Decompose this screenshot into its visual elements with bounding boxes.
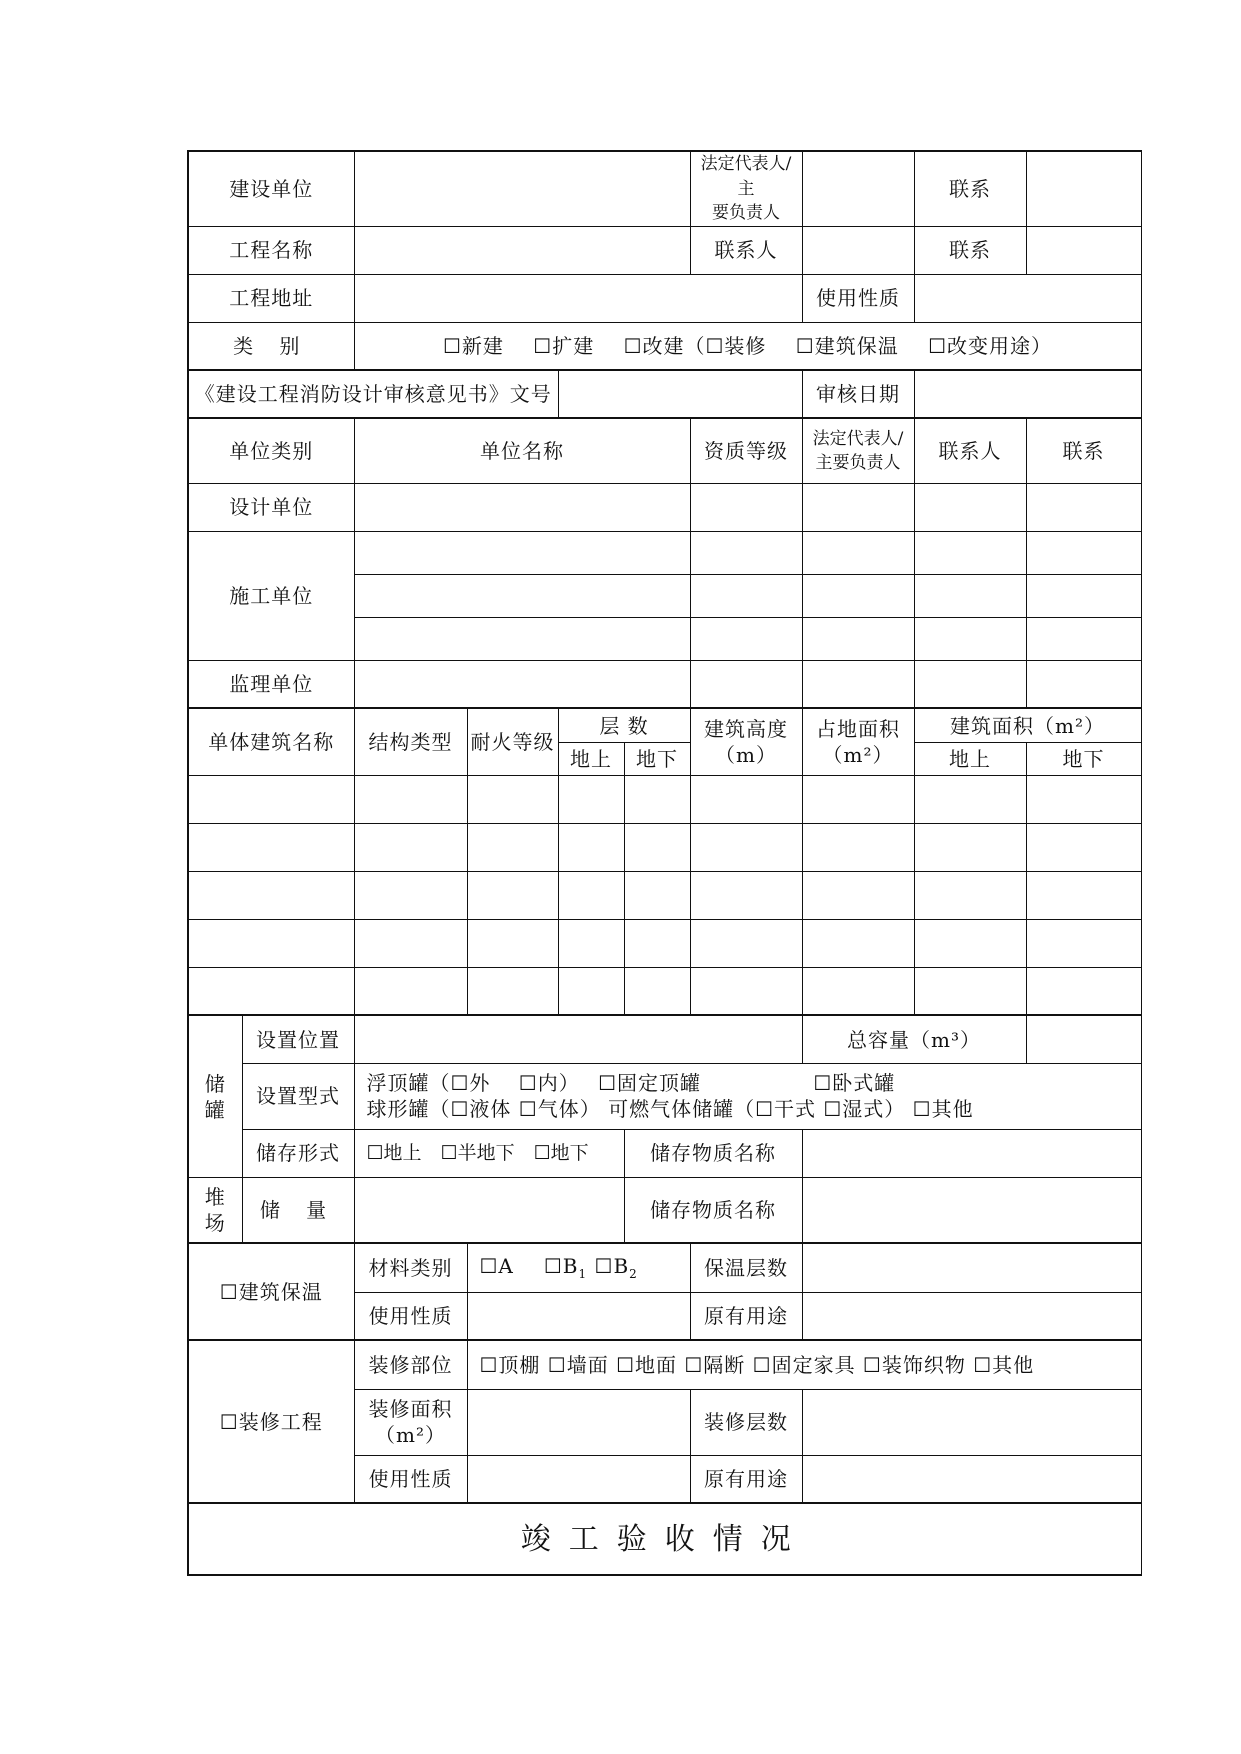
yard-amount-field[interactable] bbox=[354, 1177, 624, 1243]
review-date-field[interactable] bbox=[914, 370, 1141, 418]
building-cell[interactable] bbox=[1026, 919, 1141, 967]
tank-position-label: 设置位置 bbox=[242, 1015, 354, 1063]
tank-form-options[interactable]: 浮顶罐（☐外 ☐内） ☐固定顶罐 ☐卧式罐 球形罐（☐液体 ☐气体） 可燃气体储罐（☐干式 ☐湿式） ☐其他 bbox=[354, 1063, 1141, 1129]
design-unit-contact-person[interactable] bbox=[914, 483, 1026, 531]
project-address-label: 工程地址 bbox=[188, 274, 354, 322]
building-row bbox=[188, 775, 1141, 823]
structure-header: 结构类型 bbox=[354, 708, 467, 775]
supervision-unit-name[interactable] bbox=[354, 660, 690, 708]
building-cell[interactable] bbox=[1026, 823, 1141, 871]
design-unit-contact[interactable] bbox=[1026, 483, 1141, 531]
option-new[interactable]: ☐新建 bbox=[442, 334, 504, 359]
building-cell[interactable] bbox=[690, 871, 802, 919]
building-cell[interactable] bbox=[690, 823, 802, 871]
tank-position-field[interactable] bbox=[354, 1015, 802, 1063]
supervision-unit-label: 监理单位 bbox=[188, 660, 354, 708]
construction-unit-contact-person[interactable] bbox=[914, 617, 1026, 660]
building-cell[interactable] bbox=[914, 823, 1026, 871]
insulation-use-field[interactable] bbox=[467, 1292, 690, 1340]
supervision-unit-qualification[interactable] bbox=[690, 660, 802, 708]
unit-type-header: 单位类别 bbox=[188, 418, 354, 483]
building-cell[interactable] bbox=[467, 919, 558, 967]
floors-below-header: 地下 bbox=[624, 742, 690, 775]
building-cell[interactable] bbox=[914, 871, 1026, 919]
building-cell[interactable] bbox=[690, 775, 802, 823]
option-b1[interactable]: $☐B_1$ bbox=[543, 1254, 588, 1282]
construction-unit-contact-person[interactable] bbox=[914, 531, 1026, 574]
building-cell[interactable] bbox=[467, 775, 558, 823]
floors-header: 层 数 bbox=[558, 708, 690, 742]
tank-capacity-label: 总容量（m³） bbox=[802, 1015, 1026, 1063]
building-cell[interactable] bbox=[188, 823, 354, 871]
contact-person-label: 联系人 bbox=[690, 226, 802, 274]
construction-unit-label: 施工单位 bbox=[188, 531, 354, 660]
design-unit-name[interactable] bbox=[354, 483, 690, 531]
storage-form-options[interactable]: ☐地上 ☐半地下 ☐地下 bbox=[354, 1129, 624, 1177]
building-cell[interactable] bbox=[690, 967, 802, 1015]
design-unit-legal-rep[interactable] bbox=[802, 483, 914, 531]
contact-label-2: 联系 bbox=[914, 226, 1026, 274]
insulation-layers-field[interactable] bbox=[802, 1243, 1141, 1292]
building-cell[interactable] bbox=[802, 871, 914, 919]
decoration-original-use-field[interactable] bbox=[802, 1455, 1141, 1503]
yard-material-label: 储存物质名称 bbox=[624, 1177, 802, 1243]
construction-unit-legal-rep[interactable] bbox=[802, 531, 914, 574]
building-cell[interactable] bbox=[467, 871, 558, 919]
build-unit-label: 建设单位 bbox=[188, 151, 354, 226]
qualification-header: 资质等级 bbox=[690, 418, 802, 483]
tank-capacity-field[interactable] bbox=[1026, 1015, 1141, 1063]
contact-field[interactable] bbox=[1026, 151, 1141, 226]
design-unit-qualification[interactable] bbox=[690, 483, 802, 531]
building-cell[interactable] bbox=[624, 967, 690, 1015]
building-cell[interactable] bbox=[690, 919, 802, 967]
building-row bbox=[188, 823, 1141, 871]
building-cell[interactable] bbox=[467, 967, 558, 1015]
building-cell[interactable] bbox=[558, 919, 624, 967]
option-a[interactable]: ☐A bbox=[479, 1254, 514, 1279]
building-cell[interactable] bbox=[188, 919, 354, 967]
doc-number-field[interactable] bbox=[558, 370, 802, 418]
insulation-original-use-label: 原有用途 bbox=[690, 1292, 802, 1340]
construction-unit-contact[interactable] bbox=[1026, 574, 1141, 617]
building-cell[interactable] bbox=[802, 823, 914, 871]
construction-unit-legal-rep[interactable] bbox=[802, 617, 914, 660]
option-expand[interactable]: ☐扩建 bbox=[533, 334, 595, 359]
decoration-layers-label: 装修层数 bbox=[690, 1389, 802, 1455]
area-below-header: 地下 bbox=[1026, 742, 1141, 775]
building-cell[interactable] bbox=[188, 967, 354, 1015]
contact-label: 联系 bbox=[914, 151, 1026, 226]
decoration-area-label: 装修面积 （m²） bbox=[354, 1389, 467, 1455]
decoration-label[interactable]: ☐装修工程 bbox=[188, 1340, 354, 1503]
building-cell[interactable] bbox=[558, 967, 624, 1015]
yard-amount-label: 储 量 bbox=[242, 1177, 354, 1243]
building-cell[interactable] bbox=[624, 919, 690, 967]
option-b2[interactable]: $☐B_2$ bbox=[594, 1254, 638, 1282]
construction-unit-qualification[interactable] bbox=[690, 617, 802, 660]
building-cell[interactable] bbox=[802, 919, 914, 967]
tank-label: 储 罐 bbox=[188, 1015, 242, 1177]
fire-rating-header: 耐火等级 bbox=[467, 708, 558, 775]
insulation-layers-label: 保温层数 bbox=[690, 1243, 802, 1292]
insulation-label[interactable]: ☐建筑保温 bbox=[188, 1243, 354, 1340]
building-cell[interactable] bbox=[188, 775, 354, 823]
area-above-header: 地上 bbox=[914, 742, 1026, 775]
building-cell[interactable] bbox=[558, 775, 624, 823]
contact-person-field[interactable] bbox=[802, 226, 914, 274]
building-cell[interactable] bbox=[354, 967, 467, 1015]
yard-label: 堆 场 bbox=[188, 1177, 242, 1243]
building-cell[interactable] bbox=[354, 775, 467, 823]
category-label: 类 别 bbox=[188, 322, 354, 370]
build-unit-field[interactable] bbox=[354, 151, 690, 226]
construction-unit-contact-person[interactable] bbox=[914, 574, 1026, 617]
decoration-layers-field[interactable] bbox=[802, 1389, 1141, 1455]
building-row bbox=[188, 967, 1141, 1015]
decoration-part-options[interactable]: ☐顶棚 ☐墙面 ☐地面 ☐隔断 ☐固定家具 ☐装饰织物 ☐其他 bbox=[467, 1340, 1141, 1389]
legal-rep-label: 法定代表人/主 要负责人 bbox=[690, 151, 802, 226]
construction-unit-contact[interactable] bbox=[1026, 531, 1141, 574]
construction-unit-qualification[interactable] bbox=[690, 574, 802, 617]
fire-acceptance-form bbox=[187, 150, 1142, 1576]
building-cell[interactable] bbox=[1026, 871, 1141, 919]
use-nature-label: 使用性质 bbox=[802, 274, 914, 322]
material-type-label: 材料类别 bbox=[354, 1243, 467, 1292]
building-cell[interactable] bbox=[914, 919, 1026, 967]
building-cell[interactable] bbox=[1026, 775, 1141, 823]
floor-area-header: 建筑面积（m²） bbox=[914, 708, 1141, 742]
building-cell[interactable] bbox=[558, 823, 624, 871]
decoration-use-label: 使用性质 bbox=[354, 1455, 467, 1503]
material-type-options[interactable] bbox=[467, 1243, 690, 1292]
supervision-unit-legal-rep[interactable] bbox=[802, 660, 914, 708]
building-cell[interactable] bbox=[802, 775, 914, 823]
floors-above-header: 地上 bbox=[558, 742, 624, 775]
use-nature-field[interactable] bbox=[914, 274, 1141, 322]
acceptance-title: 竣工验收情况 bbox=[188, 1503, 1141, 1575]
project-address-field[interactable] bbox=[354, 274, 802, 322]
insulation-use-label: 使用性质 bbox=[354, 1292, 467, 1340]
building-cell[interactable] bbox=[914, 775, 1026, 823]
option-rebuild[interactable]: ☐改建（☐装修 bbox=[623, 334, 767, 359]
building-cell[interactable] bbox=[354, 919, 467, 967]
decoration-area-field[interactable] bbox=[467, 1389, 690, 1455]
construction-unit-name[interactable] bbox=[354, 617, 690, 660]
decoration-use-field[interactable] bbox=[467, 1455, 690, 1503]
unit-name-header: 单位名称 bbox=[354, 418, 690, 483]
option-insulation[interactable]: ☐建筑保温 bbox=[795, 334, 899, 359]
building-cell[interactable] bbox=[558, 871, 624, 919]
construction-unit-name[interactable] bbox=[354, 531, 690, 574]
review-date-label: 审核日期 bbox=[802, 370, 914, 418]
contact-header: 联系 bbox=[1026, 418, 1141, 483]
project-name-field[interactable] bbox=[354, 226, 690, 274]
contact-field-2[interactable] bbox=[1026, 226, 1141, 274]
storage-form-label: 储存形式 bbox=[242, 1129, 354, 1177]
building-row bbox=[188, 919, 1141, 967]
supervision-unit-contact-person[interactable] bbox=[914, 660, 1026, 708]
building-row bbox=[188, 871, 1141, 919]
yard-material-field[interactable] bbox=[802, 1177, 1141, 1243]
building-cell[interactable] bbox=[802, 967, 914, 1015]
building-cell[interactable] bbox=[914, 967, 1026, 1015]
building-cell[interactable] bbox=[624, 775, 690, 823]
design-unit-label: 设计单位 bbox=[188, 483, 354, 531]
construction-unit-legal-rep[interactable] bbox=[802, 574, 914, 617]
category-options[interactable] bbox=[354, 322, 1141, 370]
land-area-header: 占地面积 （m²） bbox=[802, 708, 914, 775]
legal-rep-field[interactable] bbox=[802, 151, 914, 226]
building-cell[interactable] bbox=[188, 871, 354, 919]
height-header: 建筑高度 （m） bbox=[690, 708, 802, 775]
construction-unit-name[interactable] bbox=[354, 574, 690, 617]
building-cell[interactable] bbox=[354, 871, 467, 919]
building-cell[interactable] bbox=[1026, 967, 1141, 1015]
building-cell[interactable] bbox=[624, 823, 690, 871]
building-name-header: 单体建筑名称 bbox=[188, 708, 354, 775]
construction-unit-contact[interactable] bbox=[1026, 617, 1141, 660]
insulation-original-use-field[interactable] bbox=[802, 1292, 1141, 1340]
option-change-use[interactable]: ☐改变用途） bbox=[928, 334, 1053, 359]
tank-form-label: 设置型式 bbox=[242, 1063, 354, 1129]
contact-person-header: 联系人 bbox=[914, 418, 1026, 483]
tank-material-label: 储存物质名称 bbox=[624, 1129, 802, 1177]
decoration-part-label: 装修部位 bbox=[354, 1340, 467, 1389]
building-cell[interactable] bbox=[624, 871, 690, 919]
building-cell[interactable] bbox=[354, 823, 467, 871]
legal-rep-header: 法定代表人/ 主要负责人 bbox=[802, 418, 914, 483]
construction-unit-qualification[interactable] bbox=[690, 531, 802, 574]
project-name-label: 工程名称 bbox=[188, 226, 354, 274]
doc-number-label: 《建设工程消防设计审核意见书》文号 bbox=[188, 370, 558, 418]
tank-material-field[interactable] bbox=[802, 1129, 1141, 1177]
supervision-unit-contact[interactable] bbox=[1026, 660, 1141, 708]
decoration-original-use-label: 原有用途 bbox=[690, 1455, 802, 1503]
building-cell[interactable] bbox=[467, 823, 558, 871]
